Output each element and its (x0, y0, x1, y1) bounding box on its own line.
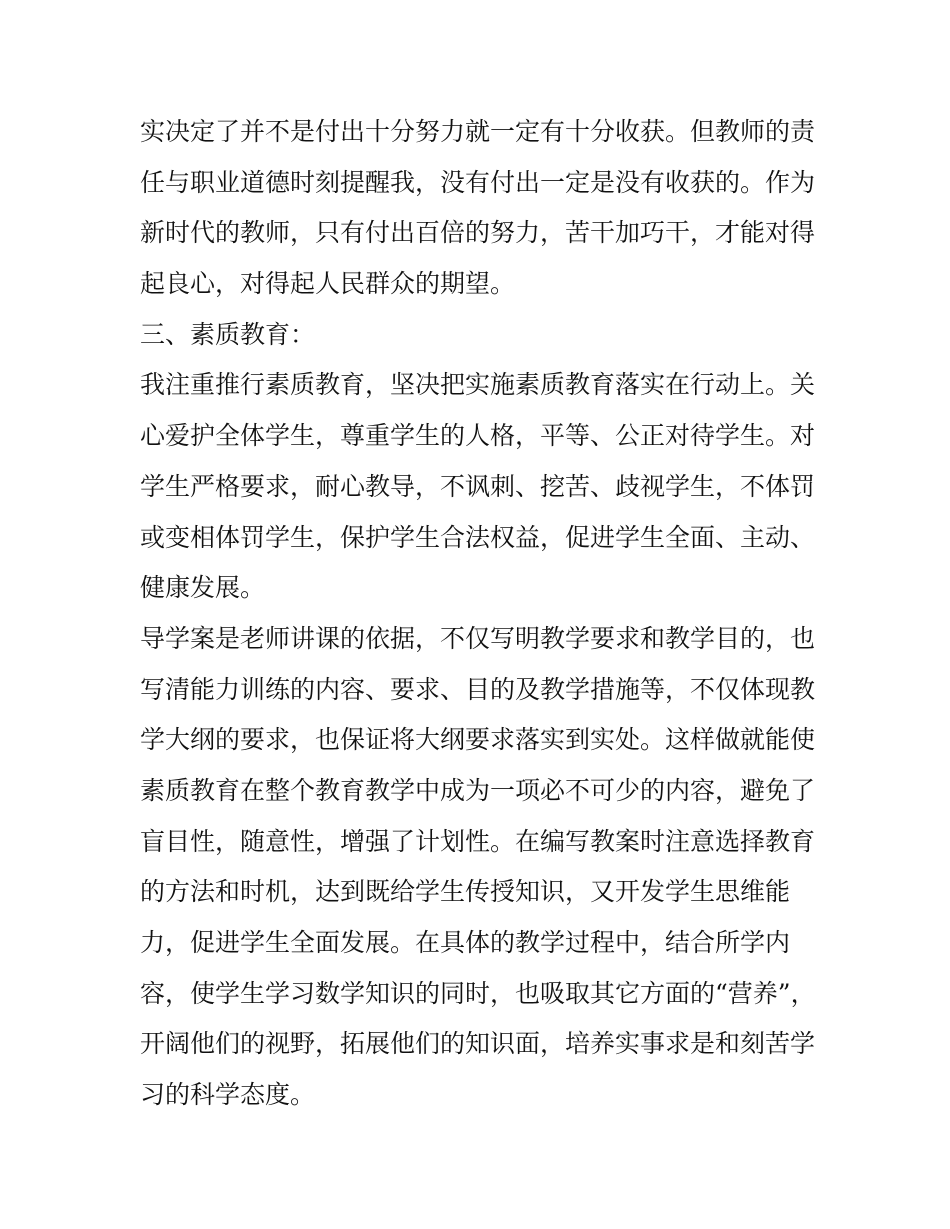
text-line: 学生严格要求，耐心教导，不讽刺、挖苦、歧视学生，不体罚 (140, 471, 816, 501)
text-line: 实决定了并不是付出十分努力就一定有十分收获。但教师的责 (140, 117, 816, 146)
text-line: 新时代的教师，只有付出百倍的努力，苦干加巧干，才能对得 (140, 218, 816, 248)
text-line: 健康发展。 (140, 573, 266, 603)
text-line: 起良心，对得起人民群众的期望。 (140, 269, 516, 299)
text-line: 的方法和时机，达到既给学生传授知识，又开发学生思维能 (140, 877, 791, 907)
text-line: 开阔他们的视野，拓展他们的知识面，培养实事求是和刻苦学 (140, 1029, 816, 1059)
text-line: 导学案是老师讲课的依据，不仅写明教学要求和教学目的，也 (140, 623, 816, 653)
text-line: 力，促进学生全面发展。在具体的教学过程中，结合所学内 (140, 928, 791, 957)
section-heading: 三、素质教育： (140, 319, 316, 349)
text-line: 盲目性，随意性，增强了计划性。在编写教案时注意选择教育 (140, 826, 816, 856)
text-line: 素质教育在整个教育教学中成为一项必不可少的内容，避免了 (140, 775, 816, 805)
text-line: 写清能力训练的内容、要求、目的及教学措施等，不仅体现教 (140, 674, 816, 704)
text-line: 任与职业道德时刻提醒我，没有付出一定是没有收获的。作为 (140, 167, 816, 197)
text-line: 容，使学生学习数学知识的同时，也吸取其它方面的“营养”， (140, 978, 816, 1008)
document-body (140, 107, 820, 1121)
text-line: 或变相体罚学生，保护学生合法权益，促进学生全面、主动、 (140, 522, 816, 552)
text-line: 心爱护全体学生，尊重学生的人格，平等、公正对待学生。对 (140, 421, 816, 451)
text-line: 习的科学态度。 (140, 1080, 316, 1110)
text-line: 我注重推行素质教育，坚决把实施素质教育落实在行动上。关 (140, 370, 816, 400)
text-line: 学大纲的要求，也保证将大纲要求落实到实处。这样做就能使 (140, 725, 816, 755)
